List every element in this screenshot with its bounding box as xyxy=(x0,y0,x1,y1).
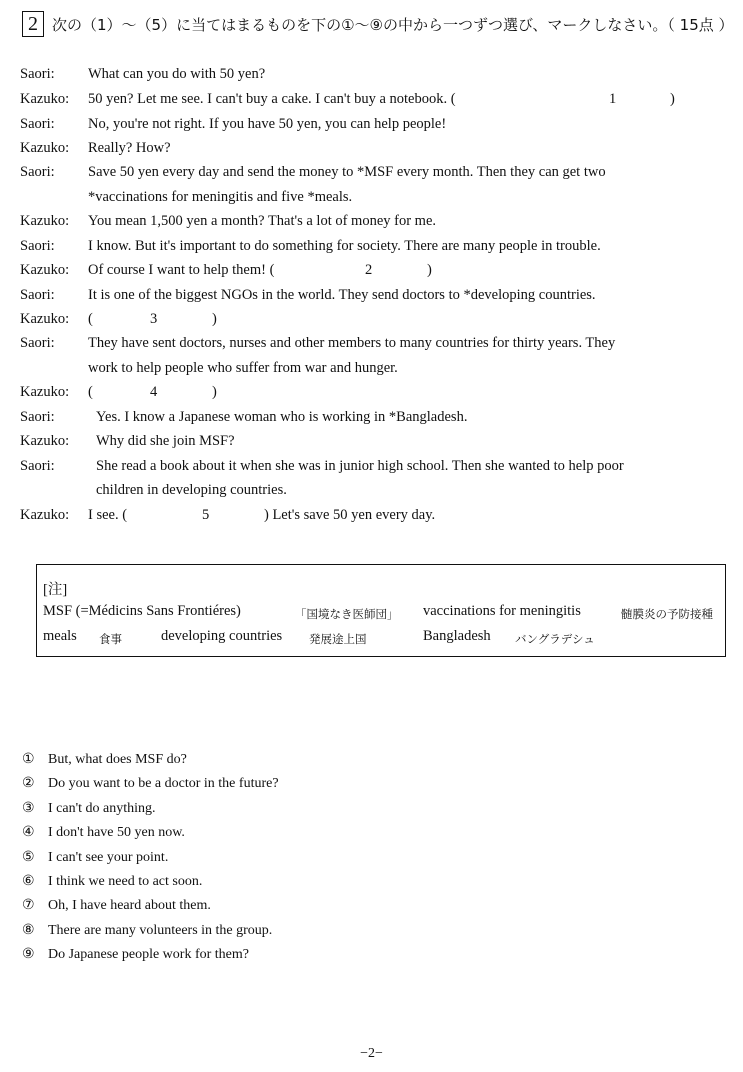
note-term: MSF (=Médicins Sans Frontiéres) xyxy=(43,603,241,619)
utterance: Of course I want to help them! ( xyxy=(88,262,275,278)
utterance: Save 50 yen every day and send the money to *MSF every month. Then they can get two xyxy=(88,164,606,180)
blank-close: ) xyxy=(212,384,217,400)
note-translation: 発展途上国 xyxy=(309,632,367,646)
choice-item xyxy=(22,775,279,792)
utterance: Why did she join MSF? xyxy=(96,433,235,449)
blank-open: ( xyxy=(88,384,93,400)
notes-title: [注] xyxy=(43,582,68,598)
choice-number: ⑤ xyxy=(22,850,35,865)
utterance: What can you do with 50 yen? xyxy=(88,66,266,82)
utterance: ) Let's save 50 yen every day. xyxy=(264,507,436,523)
blank-number: 1 xyxy=(609,91,617,107)
choice-number: ④ xyxy=(22,825,35,840)
choice-text: Do Japanese people work for them? xyxy=(48,947,249,962)
choice-text: I can't do anything. xyxy=(48,801,156,816)
speaker: Saori: xyxy=(20,238,55,254)
blank-number: 5 xyxy=(202,507,210,523)
blank-number: 4 xyxy=(150,384,158,400)
instruction: 次の（1）～（5）に当てはまるものを下の①～⑨の中から一つずつ選び、マークしなさい。（ 15点 ） xyxy=(52,16,734,34)
utterance: Really? How? xyxy=(88,140,171,156)
speaker: Kazuko: xyxy=(20,311,70,327)
choice-number: ⑦ xyxy=(22,898,35,913)
utterance: You mean 1,500 yen a month? That's a lot of money for me. xyxy=(88,213,437,229)
blank-close: ) xyxy=(670,91,675,107)
blank-close: ) xyxy=(427,262,432,278)
choice-item xyxy=(22,849,168,866)
speaker: Saori: xyxy=(20,335,55,351)
choice-number: ② xyxy=(22,776,35,791)
speaker: Kazuko: xyxy=(20,262,70,278)
speaker: Saori: xyxy=(20,66,55,82)
utterance: It is one of the biggest NGOs in the world. They send doctors to *developing countries. xyxy=(88,287,596,303)
utterance: She read a book about it when she was in junior high school. Then she wanted to help poor xyxy=(96,458,624,474)
utterance: *vaccinations for meningitis and five *meals. xyxy=(88,189,353,205)
speaker: Saori: xyxy=(20,287,55,303)
choice-item xyxy=(22,946,249,963)
speaker: Kazuko: xyxy=(20,433,70,449)
choice-text: There are many volunteers in the group. xyxy=(48,923,273,938)
utterance: 50 yen? Let me see. I can't buy a cake. I can't buy a notebook. ( xyxy=(88,91,456,107)
utterance: work to help people who suffer from war and hunger. xyxy=(88,360,398,376)
choice-text: I think we need to act soon. xyxy=(48,874,203,889)
speaker: Saori: xyxy=(20,116,55,132)
choice-number: ① xyxy=(22,752,35,767)
choice-item xyxy=(22,922,272,939)
note-term: vaccinations for meningitis xyxy=(423,603,581,619)
utterance: No, you're not right. If you have 50 yen, you can help people! xyxy=(88,116,447,132)
choice-number: ⑨ xyxy=(22,947,35,962)
utterance: They have sent doctors, nurses and other members to many countries for thirty years. They xyxy=(88,335,616,351)
choice-item xyxy=(22,897,211,914)
notes-box xyxy=(36,564,726,657)
blank-number: 2 xyxy=(365,262,373,278)
question-number: 2 xyxy=(22,11,44,37)
utterance: Yes. I know a Japanese woman who is working in *Bangladesh. xyxy=(96,409,468,425)
choice-item xyxy=(22,751,187,768)
blank-number: 3 xyxy=(150,311,158,327)
utterance: I see. ( xyxy=(88,507,128,523)
speaker: Kazuko: xyxy=(20,507,70,523)
speaker: Kazuko: xyxy=(20,384,70,400)
choice-text: But, what does MSF do? xyxy=(48,752,187,767)
choice-text: Do you want to be a doctor in the future? xyxy=(48,776,279,791)
note-translation: バングラデシュ xyxy=(515,632,595,646)
note-translation: 食事 xyxy=(99,632,122,646)
speaker: Saori: xyxy=(20,458,55,474)
blank-close: ) xyxy=(212,311,217,327)
choice-number: ③ xyxy=(22,801,35,816)
blank-open: ( xyxy=(88,311,93,327)
choice-text: I can't see your point. xyxy=(48,850,169,865)
choice-number: ⑥ xyxy=(22,874,35,889)
choice-item xyxy=(22,873,202,890)
speaker: Saori: xyxy=(20,164,55,180)
choice-item xyxy=(22,800,156,817)
note-term: developing countries xyxy=(161,628,283,644)
choice-text: I don't have 50 yen now. xyxy=(48,825,185,840)
utterance: children in developing countries. xyxy=(96,482,287,498)
speaker: Kazuko: xyxy=(20,213,70,229)
speaker: Saori: xyxy=(20,409,55,425)
utterance: I know. But it's important to do something for society. There are many people in trouble. xyxy=(88,238,601,254)
note-term: meals xyxy=(43,628,77,644)
choice-item xyxy=(22,824,185,841)
note-translation: 髄膜炎の予防接種 xyxy=(621,607,713,621)
choice-number: ⑧ xyxy=(22,923,35,938)
note-term: Bangladesh xyxy=(423,628,491,644)
note-translation: 「国境なき医師団」 xyxy=(295,607,399,621)
page-number: −2− xyxy=(360,1046,383,1061)
speaker: Kazuko: xyxy=(20,140,70,156)
speaker: Kazuko: xyxy=(20,91,70,107)
choice-text: Oh, I have heard about them. xyxy=(48,898,211,913)
